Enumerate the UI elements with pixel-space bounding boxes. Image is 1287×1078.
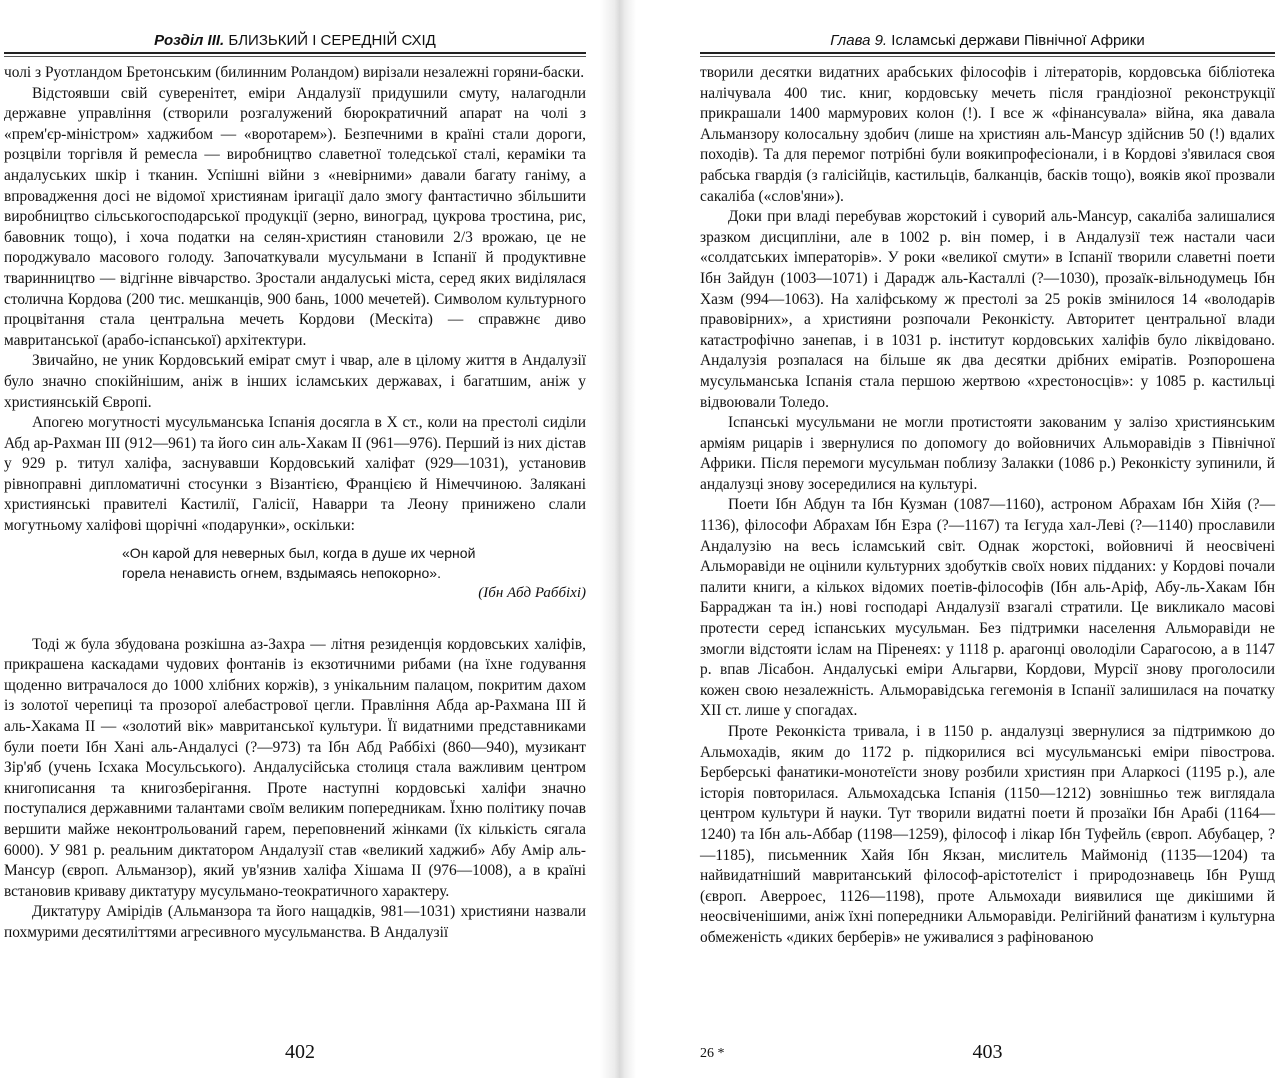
left-paragraph-5: Тоді ж була збудована розкішна аз-Захра — літня резиденція кордовських халіфів, прикрашена каскадами чудових фонтанів із екзотичними рибами (на їхне годування щоденно витрачалося до 1000 хлібних коржів), з унікальним палацом, покритим дахом із золотої черепиці та прозорої алебастрової цегли. Правління Абда ар-Рахмана III й аль-Хакама II — «золотий вік» мавританської культури. Її видатними представниками були поети Ібн Хані аль-Андалусі (?—973) та Ібн Абд Раббіхі (860—940), музикант Зір'яб (учень Ісхака Мосульського). Андалусійська столиця стала важливим центром книгописання та книгозберігання. Проте наступні кордовські халіфи значно поступалися державними талантами своїм великим попередникам. Їхню політику почав вершити майже неконтрольований гарем, переповнений жінками (їх кількість сягала 6000). У 981 р. реальним диктатором Андалузії став «великий хаджиб» Абу Амір аль-Мансур (європ. Альманзор), який ув'язнив халіфа Хішама II (976—1008), а в країні встановив криваву диктатуру мусульмано-теократичного характеру.: [4, 635, 586, 900]
right-paragraph-4: Поети Ібн Абдун та Ібн Кузман (1087—1160), астроном Абрахам Ібн Хійя (?—1136), філософи Абрахам Ібн Езра (?—1167) та Ієгуда хал-Леві (?—1140) прославили Андалузію на весь ісламський світ. Однак жорстокі, войовничі й неосвічені Альморавіди не оцінили культурних здобутків своїх нових підданих: у Кордові почали палити книги, а кількох відомих поетів-філософів (Ібн аль-Аріф, Абу-ль-Хакам Ібн Барраджан та ін.) нові господарі Андалузії взагалі стратили. Це викликало масові протести серед іспанських мусульман. Без підтримки населення Альморавіди не змогли відстояти іслам на Піренеях: у 1118 р. арагонці оволоділи Сарагосою, а в 1147 р. впав Лісабон. Андалуські еміри Альгарви, Кордови, Мурсії знову проголосили кожен свою незалежність. Альморавідська гегемонія в Іспанії залишилася на початку XII ст. лише у спогадах.: [700, 496, 1275, 720]
book-gutter: [600, 0, 636, 1078]
right-page: [636, 0, 1287, 1078]
right-running-head-lead: Глава 9.: [830, 32, 888, 49]
right-running-head-title: Ісламські держави Північної Африки: [887, 32, 1145, 49]
left-running-head-lead: Розділ III.: [154, 32, 225, 49]
left-running-head-title: БЛИЗЬКИЙ І СЕРЕДНІЙ СХІД: [224, 32, 436, 49]
left-paragraph-6: Диктатуру Амірідів (Альманзора та його нащадків, 981—1031) християни назвали похмурими десятиліттями агресивного мусульманства. В Андалузії: [4, 903, 586, 941]
right-paragraph-2: Доки при владі перебував жорстокий і суворий аль-Мансур, сакаліба залишалися зразком дисципліни, але в 1002 р. він помер, і в Андалузії теж настали часи «солдатських імператорів». У роки «великої смути» в Іспанії творили славетні поети Ібн Зайдун (1003—1071) і Дарадж аль-Касталлі (?—1030), прозаїк-вільнодумець Ібн Хазм (994—1063). На халіфському ж престолі за 25 років змінилося 14 «володарів правовірних», а християни розпочали Реконкісту. Авторитет центральної влади катастрофічно занепав, і в 1031 р. інститут кордовських халіфів було ліквідовано. Андалузія розпалася на більше як два десятки дрібних еміратів. Розпорошена мусульманська Іспанія стала першою жертвою «хрестоносців»: у 1085 р. кастильці відвоювали Толедо.: [700, 208, 1275, 411]
left-body-text: [4, 63, 586, 944]
right-page-number: 403: [972, 1041, 1003, 1063]
right-paragraph-3: Іспанські мусульмани не могли протистояти закованим у залізо християнським арміям рицарів і звернулися по допомогу до войовничих Альморавідів з Північної Африки. Після перемоги мусульман поблизу Залакки (1086 р.) Реконкісту зупинили, й андалузці знову зосередилися на культурі.: [700, 414, 1275, 493]
left-paragraph-4: Апогею могутності мусульманська Іспанія досягла в X ст., коли на престолі сиділи Абд ар-Рахман III (912—961) та його син аль-Хакам II (961—976). Перший із них дістав у 929 р. титул халіфа, заснувавши Кордовський халіфат (929—1031), установив рівноправні дипломатичні стосунки з Візантією, Францією й Німеччиною. Залякані християнські правителі Кастилії, Галісії, Наварри та Леону принижено слали могутньому халіфові щорічні «подарунки», оскільки:: [4, 414, 586, 535]
right-running-head: [700, 30, 1275, 52]
paragraph-gap: [4, 613, 586, 635]
right-head-rule: [700, 52, 1275, 57]
right-paragraph-5: Проте Реконкіста тривала, і в 1150 р. андалузці звернулися за підтримкою до Альмохадів, яким до 1172 р. підкорилися всі мусульманські еміри півострова. Берберські фанатики-монотеїсти знову розбили християн при Аларкосі (1195 р.), але історія повторилася. Альмохадська Іспанія (1150—1212) зовнішньо теж виглядала центром культури й науки. Тут творили видатні поети й прозаїки Ібн Арабі (1164—1240) та Ібн аль-Аббар (1198—1259), філософ і лікар Ібн Туфейль (європ. Абубацер, ?—1185), письменник Хайя Ібн Якзан, мислитель Маймонід (1135—1204) та найвидатніший мавританський філософ-арістотеліст і природознавець Ібн Рушд (європ. Аверроес, 1126—1198), проте Альмохади виявилися ще дикішими й неосвіченішими, аніж їхні попередники Альморавіди. Релігійний фанатизм і культурна обмеженість «диких берберів» не уживалися з рафінованою: [700, 723, 1275, 946]
left-paragraph-1: чолі з Руотландом Бретонським (билинним Роландом) вирізали незалежні горяни-баски.: [4, 64, 585, 81]
left-paragraph-3: Звичайно, не уник Кордовський емірат смут і чвар, але в цілому життя в Андалузії було значно спокійнішим, аніж в інших ісламських державах, і багатшим, аніж у християнській Європі.: [4, 352, 586, 411]
left-page-number: 402: [285, 1041, 315, 1063]
left-page: [0, 0, 600, 1078]
poem-line-2: горела ненависть огнем, вздымаясь непокорно».: [122, 564, 441, 581]
left-paragraph-2: Відстоявши свій суверенітет, еміри Андалузії придушили смуту, налагоднли державне управління (створили розгалужений бюрократичний апарат на чолі з «прем'єр-міністром» хаджибом — «воротарем»). Безпечними в країні стали дороги, розцвіли торгівля й ремесла — виробництво славетної толедської сталі, кераміки та андалуських шкір і тканин. Успішні війни з «невірними» давали багату ганіму, а впровадження досі не відомої християнам іригації дало змогу фантастично збільшити виробництво сільськогосподарської продукції (зерно, виноград, цукрова тростина, рис, бавовник тощо), і хоча податки на селян-християн становили 2/3 врожаю, це не породжувало масового голоду. Започаткували мусульмани в Іспанії й продуктивне тваринництво — відгінне вівчарство. Зростали андалуські міста, серед яких виділялася столична Кордова (200 тис. мешканців, 900 бань, 1000 мечетей). Символом культурного процвітання стала центральна мечеть Кордови (Мескіта) — справжнє диво мавританської (арабо-іспанської) архітектури.: [4, 84, 586, 349]
right-paragraph-1: творили десятки видатних арабських філософів і літераторів, кордовська бібліотека налічувала 400 тис. книг, кордовську мечеть після грандіозної реконструкції прикрашали 1400 мармурових колон (!). І все ж «фінансувала» війна, яка давала Альманзору колосальну здобич (лише на християн аль-Мансур здійснив 50 (!) вдалих походів). Та для перемог потрібні були воякипрофесіонали, і в Кордові з'явилася своя рабська гвардія (з галісійців, кастильців, балканців, басків тощо), вояків якої прозвали сакаліба («слов'яни»).: [700, 64, 1275, 205]
poem-quote: [122, 543, 586, 603]
poem-attribution: (Ібн Абд Раббіхі): [478, 584, 586, 601]
left-running-head: [4, 30, 586, 52]
right-body-text: [700, 63, 1275, 949]
poem-line-1: «Он карой для неверных был, когда в душе их черной: [122, 544, 476, 561]
printer-signature-mark: 26 *: [700, 1046, 725, 1061]
left-head-rule: [4, 52, 586, 57]
